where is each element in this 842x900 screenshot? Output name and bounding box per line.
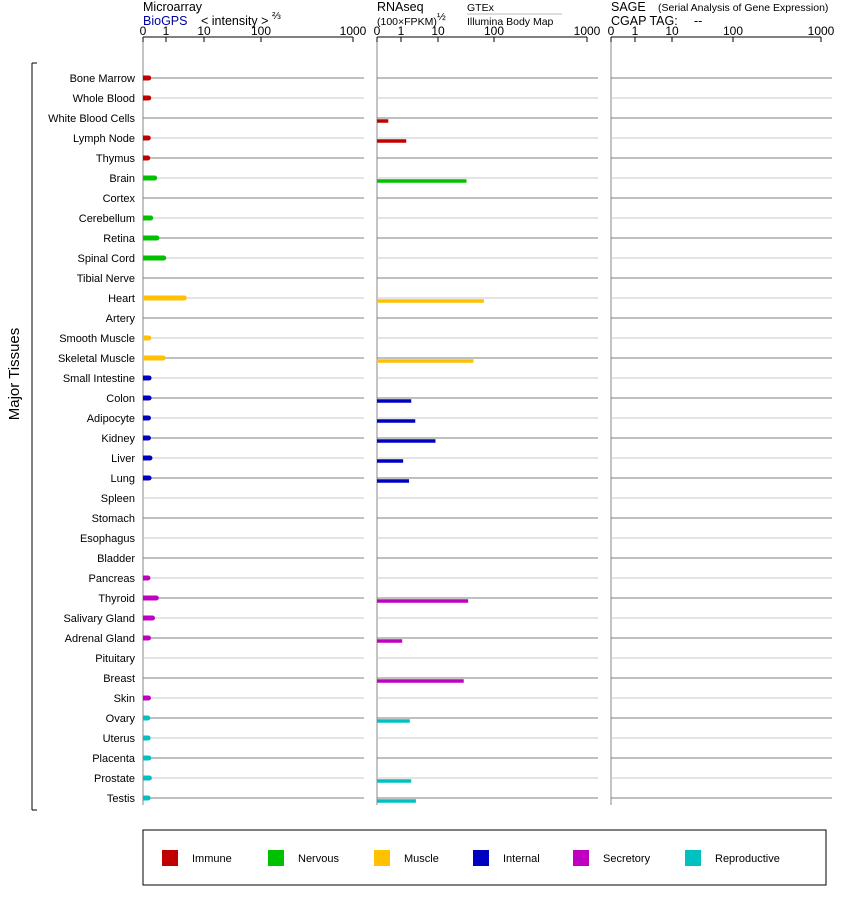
tissue-label: Uterus bbox=[102, 733, 135, 745]
illumina-source: Illumina Body Map bbox=[467, 16, 554, 28]
microarray-tick-label: 1 bbox=[162, 24, 170, 38]
tissue-label: Heart bbox=[108, 293, 135, 305]
tissue-label: Stomach bbox=[91, 513, 135, 525]
tissue-label: Skin bbox=[113, 693, 135, 705]
rnaseq-tick-label: 1 bbox=[397, 24, 405, 38]
sage-tick-label: 1000 bbox=[807, 24, 835, 38]
rnaseq-tick-label: 10 bbox=[431, 24, 445, 38]
rnaseq-bar bbox=[377, 399, 411, 403]
tissue-label: Skeletal Muscle bbox=[57, 353, 135, 365]
sage-header bbox=[611, 0, 828, 28]
microarray-bar-cap bbox=[146, 416, 151, 421]
microarray-bar-cap bbox=[146, 436, 151, 441]
rnaseq-title: RNAseq bbox=[377, 0, 424, 14]
microarray-bar-cap bbox=[147, 376, 152, 381]
microarray-bar bbox=[143, 256, 164, 261]
rnaseq-header bbox=[377, 0, 562, 28]
tissue-label: Brain bbox=[109, 173, 135, 185]
microarray-bar-cap bbox=[146, 336, 151, 341]
microarray-title: Microarray bbox=[143, 0, 203, 14]
tissue-label: Prostate bbox=[94, 773, 135, 785]
sage-tick-label: 0 bbox=[607, 24, 615, 38]
biogps-link[interactable]: BioGPS bbox=[143, 14, 188, 28]
tissue-label: Smooth Muscle bbox=[59, 333, 135, 345]
sage-tick-label: 1 bbox=[631, 24, 639, 38]
legend-swatch-reproductive bbox=[685, 850, 701, 866]
tissue-label: Lung bbox=[110, 473, 135, 485]
sage-tick-label: 100 bbox=[722, 24, 744, 38]
y-axis-label: Major Tissues bbox=[6, 327, 23, 421]
microarray-bar-cap bbox=[146, 636, 151, 641]
tissue-label: Kidney bbox=[101, 433, 135, 445]
rnaseq-units: (100×FPKM) bbox=[377, 16, 437, 28]
microarray-bar-cap bbox=[145, 156, 150, 161]
tissue-label: Thyroid bbox=[98, 593, 135, 605]
rnaseq-bar bbox=[377, 359, 473, 363]
microarray-bar-cap bbox=[154, 236, 159, 241]
tissue-label: Liver bbox=[111, 453, 135, 465]
legend-swatch-nervous bbox=[268, 850, 284, 866]
tissue-label: Testis bbox=[106, 793, 135, 805]
tissue-label: Cortex bbox=[102, 193, 135, 205]
tissue-label: Whole Blood bbox=[72, 93, 135, 105]
legend-label-internal: Internal bbox=[503, 853, 540, 865]
rnaseq-bar bbox=[377, 419, 415, 423]
tissue-label: Placenta bbox=[92, 753, 135, 765]
microarray-units-exponent: ⅔ bbox=[272, 10, 281, 22]
tissue-label: Spleen bbox=[100, 493, 135, 505]
legend-label-nervous: Nervous bbox=[298, 853, 339, 865]
microarray-bar-cap bbox=[146, 76, 151, 81]
microarray-units: < intensity > bbox=[201, 14, 269, 28]
legend-swatch-muscle bbox=[374, 850, 390, 866]
tissue-label: Tibial Nerve bbox=[76, 273, 135, 285]
microarray-bar-cap bbox=[161, 356, 166, 361]
sage-subtitle: (Serial Analysis of Gene Expression) bbox=[658, 2, 829, 14]
microarray-tick-label: 1000 bbox=[339, 24, 367, 38]
rnaseq-bar bbox=[377, 599, 468, 603]
rnaseq-bar bbox=[377, 439, 435, 443]
microarray-bar-cap bbox=[154, 596, 159, 601]
rnaseq-bar bbox=[377, 119, 388, 123]
rnaseq-bar bbox=[377, 779, 411, 783]
sage-title: SAGE bbox=[611, 0, 646, 14]
tissue-label: Pancreas bbox=[88, 573, 135, 585]
tissue-label: Breast bbox=[103, 673, 135, 685]
microarray-bar-cap bbox=[147, 476, 152, 481]
microarray-bar-cap bbox=[150, 616, 155, 621]
legend-swatch-internal bbox=[473, 850, 489, 866]
tissue-label: Thymus bbox=[95, 153, 135, 165]
cgap-tag-value: -- bbox=[694, 14, 703, 28]
tissue-label: Bone Marrow bbox=[69, 73, 135, 85]
y-axis-bracket bbox=[32, 63, 37, 810]
rnaseq-bar bbox=[377, 139, 406, 143]
tissue-label: Adipocyte bbox=[86, 413, 135, 425]
microarray-bar-cap bbox=[146, 796, 151, 801]
tissue-label: Cerebellum bbox=[78, 213, 135, 225]
microarray-bar-cap bbox=[148, 216, 153, 221]
tissue-label: Lymph Node bbox=[73, 133, 135, 145]
microarray-bar bbox=[143, 296, 184, 301]
tissue-label: Spinal Cord bbox=[77, 253, 135, 265]
rnaseq-bar bbox=[377, 179, 466, 183]
rnaseq-bar bbox=[377, 459, 403, 463]
tissue-label: Adrenal Gland bbox=[64, 633, 135, 645]
legend-swatch-immune bbox=[162, 850, 178, 866]
legend-label-secretory: Secretory bbox=[603, 853, 651, 865]
sage-tick-label: 10 bbox=[665, 24, 679, 38]
tissue-label: Esophagus bbox=[79, 533, 135, 545]
tissue-label: Pituitary bbox=[95, 653, 135, 665]
cgap-tag-label: CGAP TAG: bbox=[611, 14, 678, 28]
microarray-tick-label: 10 bbox=[197, 24, 211, 38]
rnaseq-tick-label: 100 bbox=[483, 24, 505, 38]
microarray-bar-cap bbox=[147, 776, 152, 781]
bars bbox=[143, 76, 484, 803]
legend bbox=[143, 830, 826, 885]
microarray-bar-cap bbox=[161, 256, 166, 261]
axes bbox=[140, 24, 835, 805]
rnaseq-bar bbox=[377, 719, 410, 723]
legend-label-immune: Immune bbox=[192, 853, 232, 865]
microarray-bar-cap bbox=[146, 756, 151, 761]
gridlines bbox=[143, 78, 832, 798]
microarray-bar-cap bbox=[146, 696, 151, 701]
rnaseq-tick-label: 1000 bbox=[573, 24, 601, 38]
rnaseq-bar bbox=[377, 679, 464, 683]
legend-label-reproductive: Reproductive bbox=[715, 853, 780, 865]
rnaseq-units-exponent: ½ bbox=[437, 11, 446, 23]
microarray-tick-label: 0 bbox=[139, 24, 147, 38]
tissue-label: Colon bbox=[106, 393, 135, 405]
tissue-labels bbox=[48, 73, 136, 805]
microarray-bar-cap bbox=[145, 716, 150, 721]
legend-label-muscle: Muscle bbox=[404, 853, 439, 865]
tissue-label: Artery bbox=[105, 313, 135, 325]
microarray-bar-cap bbox=[146, 736, 151, 741]
microarray-bar-cap bbox=[147, 396, 152, 401]
tissue-label: Ovary bbox=[105, 713, 135, 725]
rnaseq-bar bbox=[377, 479, 409, 483]
rnaseq-bar bbox=[377, 639, 402, 643]
tissue-label: White Blood Cells bbox=[48, 113, 135, 125]
tissue-label: Small Intestine bbox=[62, 373, 135, 385]
rnaseq-tick-label: 0 bbox=[373, 24, 381, 38]
tissue-label: Bladder bbox=[97, 553, 135, 565]
microarray-bar bbox=[143, 356, 163, 361]
microarray-bar-cap bbox=[147, 456, 152, 461]
microarray-bar-cap bbox=[152, 176, 157, 181]
tissue-label: Salivary Gland bbox=[63, 613, 135, 625]
rnaseq-bar bbox=[377, 299, 484, 303]
gtex-source: GTEx bbox=[467, 2, 494, 14]
microarray-bar-cap bbox=[182, 296, 187, 301]
microarray-bar-cap bbox=[146, 136, 151, 141]
tissue-label: Retina bbox=[103, 233, 135, 245]
microarray-tick-label: 100 bbox=[250, 24, 272, 38]
microarray-bar-cap bbox=[145, 576, 150, 581]
legend-swatch-secretory bbox=[573, 850, 589, 866]
microarray-bar-cap bbox=[146, 96, 151, 101]
rnaseq-bar bbox=[377, 799, 416, 803]
